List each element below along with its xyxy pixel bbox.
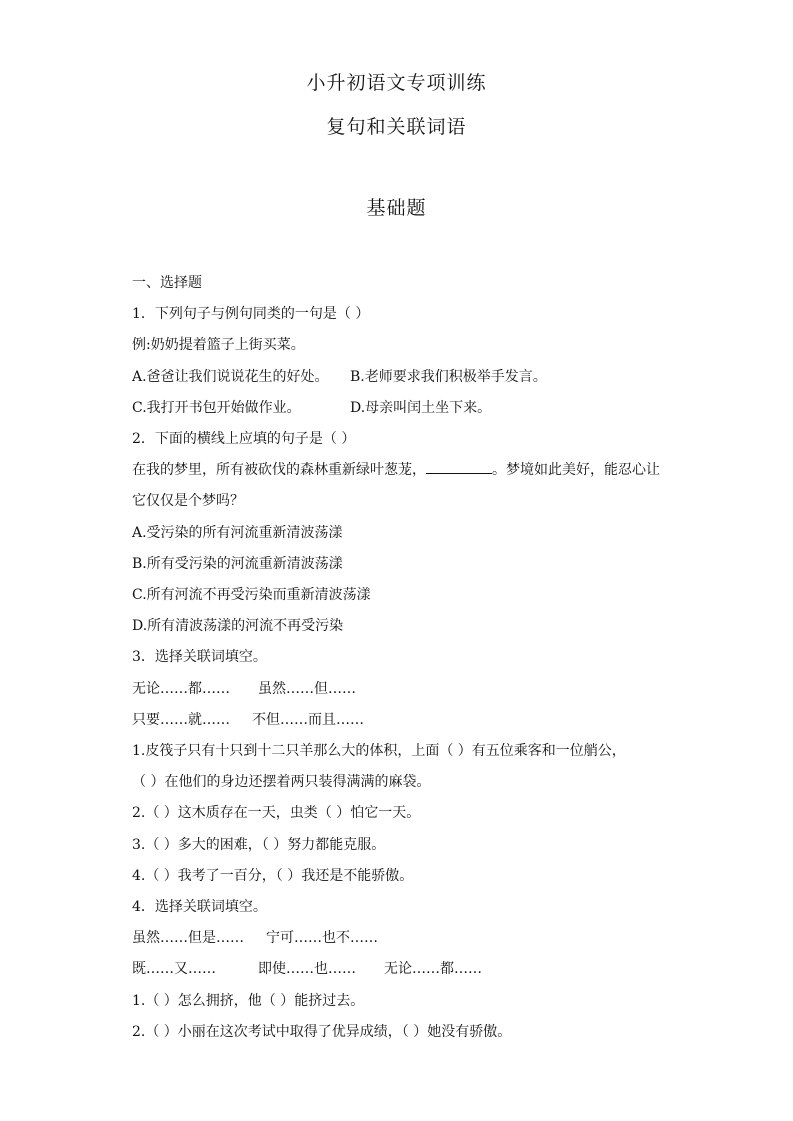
question-2-option-b: B.所有受污染的河流重新清波荡漾 (132, 556, 343, 572)
question-2-passage-line2: 它仅仅是个梦吗？ (132, 493, 244, 509)
question-4-word-e: 无论……都…… (384, 961, 482, 977)
question-3-word-c: 只要……就…… (132, 712, 230, 728)
question-4-sentence-2: 2.（ ）小丽在这次考试中取得了优异成绩，（ ）她没有骄傲。 (132, 1024, 512, 1040)
question-4-word-b: 宁可……也不…… (266, 930, 378, 946)
question-1-option-c: C.我打开书包开始做作业。 (132, 400, 301, 416)
question-3-sentence-1-line2: （ ）在他们的身边还摆着两只装得满满的麻袋。 (132, 774, 431, 790)
question-4-word-a: 虽然……但是…… (132, 930, 244, 946)
question-3-word-a: 无论……都…… (132, 681, 230, 697)
question-1-option-d: D.母亲叫闰土坐下来。 (350, 400, 492, 416)
section-heading: 一、选择题 (132, 275, 202, 291)
question-3-word-b: 虽然……但…… (258, 681, 356, 697)
question-4-stem: 4．选择关联词填空。 (132, 899, 267, 915)
question-2-option-d: D.所有清波荡漾的河流不再受污染 (132, 618, 344, 634)
question-4-sentence-1: 1.（ ）怎么拥挤，他（ ）能挤过去。 (132, 993, 365, 1009)
question-2-option-c: C.所有河流不再受污染而重新清波荡漾 (132, 587, 371, 603)
document-title: 小升初语文专项训练 (306, 72, 487, 94)
question-1-example: 例:奶奶提着篮子上街买菜。 (132, 337, 305, 353)
question-3-sentence-3: 3.（ ）多大的困难，（ ）努力都能克服。 (132, 837, 386, 853)
passage-text-after: 。梦境如此美好，能忍心让 (492, 462, 660, 478)
question-1-stem: 1．下列句子与例句同类的一句是（ ） (132, 306, 370, 322)
question-3-sentence-4: 4.（ ）我考了一百分，（ ）我还是不能骄傲。 (132, 868, 414, 884)
question-1-option-b: B.老师要求我们积极举手发言。 (350, 369, 547, 385)
section-title: 基础题 (366, 197, 427, 219)
question-3-sentence-2: 2.（ ）这木质存在一天，虫类（ ）怕它一天。 (132, 805, 421, 821)
question-2-stem: 2．下面的横线上应填的句子是（ ） (132, 431, 356, 447)
question-1-option-a: A.爸爸让我们说说花生的好处。 (132, 369, 329, 385)
question-4-word-d: 即使……也…… (258, 961, 356, 977)
question-2-passage-line1 (132, 461, 660, 479)
question-3-stem: 3．选择关联词填空。 (132, 649, 267, 665)
question-2-option-a: A.受污染的所有河流重新清波荡漾 (132, 525, 343, 541)
question-3-word-d: 不但……而且…… (252, 712, 364, 728)
passage-text-before: 在我的梦里，所有被砍伐的森林重新绿叶葱茏， (132, 462, 426, 478)
answer-blank (426, 461, 492, 474)
document-subtitle: 复句和关联词语 (326, 116, 467, 138)
question-4-word-c: 既……又…… (132, 961, 216, 977)
question-3-sentence-1-line1: 1.皮筏子只有十只到十二只羊那么大的体积，上面（ ）有五位乘客和一位艄公， (132, 743, 626, 759)
